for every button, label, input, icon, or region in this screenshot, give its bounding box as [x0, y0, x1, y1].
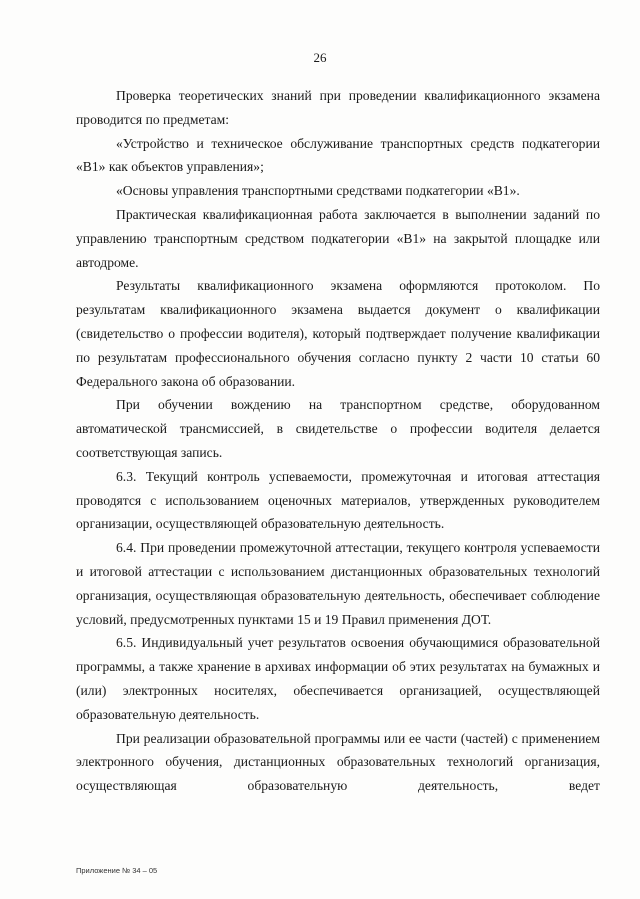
- paragraph-elearning-continued: При реализации образовательной программы или ее части (частей) с применением электронного обучения, дистанционных образовательных технологий организация, осуществляющая образовательную деятельность, ведет: [76, 730, 600, 794]
- paragraph-subject-control-basics: «Основы управления транспортными средствами подкатегории «В1».: [116, 183, 520, 199]
- paragraph-practical-work: Практическая квалификационная работа заключается в выполнении заданий по управлению транспортным средством подкатегории «В1» на закрытой площадке или автодроме.: [76, 206, 600, 270]
- paragraph-6-4-distance-assessment: 6.4. При проведении промежуточной аттестации, текущего контроля успеваемости и итоговой аттестации с использованием дистанционных образовательных технологий организация, осуществляющая образовательную деятельность, обеспечивает соблюдение условий, предусмотренных пунктами 15 и 19 Правил применения ДОТ.: [76, 540, 600, 627]
- paragraph-exam-results: Результаты квалификационного экзамена оформляются протоколом. По результатам квалификационного экзамена выдается документ о квалификации (свидетельство о профессии водителя), который подтверждает получение квалификации по результатам профессионального обучения согласно пункту 2 части 10 статьи 60 Федерального закона об образовании.: [76, 278, 600, 389]
- footer-appendix-label: Приложение № 34 – 05: [76, 866, 158, 875]
- page-number: 26: [313, 50, 327, 65]
- document-body: [76, 84, 600, 798]
- paragraph-6-5-records: 6.5. Индивидуальный учет результатов освоения обучающимися образовательной программы, а также хранение в архивах информации об этих результатах на бумажных и (или) электронных носителях, обеспечивается организацией, осуществляющей образовательную деятельность.: [76, 635, 600, 722]
- paragraph-exam-subjects-intro: Проверка теоретических знаний при проведении квалификационного экзамена проводится по предметам:: [76, 88, 600, 127]
- paragraph-subject-device-maintenance: «Устройство и техническое обслуживание транспортных средств подкатегории «В1» как объектов управления»;: [76, 135, 600, 175]
- paragraph-6-3-assessment: 6.3. Текущий контроль успеваемости, промежуточная и итоговая аттестация проводятся с использованием оценочных материалов, утвержденных руководителем организации, осуществляющей образовательную деятельность.: [76, 468, 600, 532]
- paragraph-automatic-transmission: При обучении вождению на транспортном средстве, оборудованном автоматической трансмиссией, в свидетельстве о профессии водителя делается соответствующая запись.: [76, 397, 600, 460]
